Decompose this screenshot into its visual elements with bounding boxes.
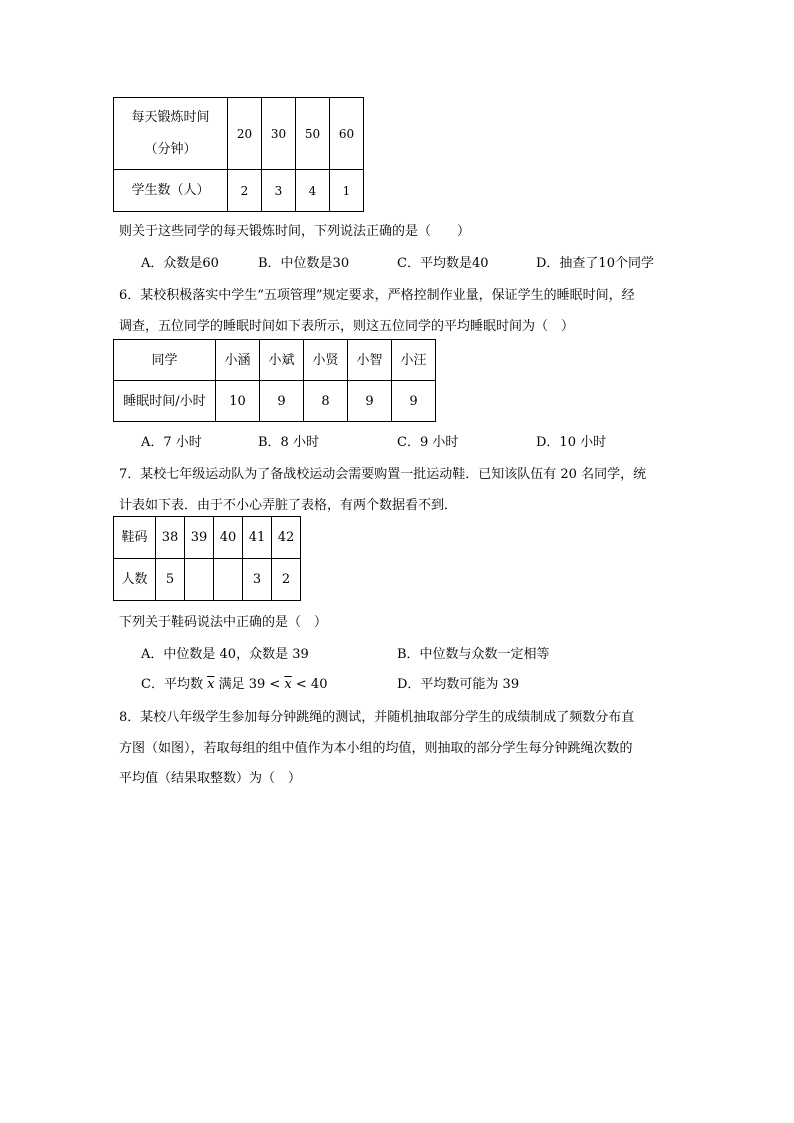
table-row [114, 517, 301, 559]
table-row [114, 381, 436, 422]
question-7-line-2: 计表如下表．由于不小心弄脏了表格，有两个数据看不到． [119, 498, 458, 513]
table-cell: 39 [185, 517, 214, 559]
table-cell: 42 [272, 517, 301, 559]
question-6-line-2: 调查，五位同学的睡眠时间如下表所示，则这五位同学的平均睡眠时间为（ ） [119, 319, 575, 334]
table-cell: 2 [272, 559, 301, 601]
table-cell: 38 [156, 517, 185, 559]
mean-symbol: $\overline{x}$ [284, 677, 292, 692]
table-header-cell: 学生数（人） [114, 170, 228, 212]
header-line: （分钟） [144, 141, 197, 157]
table-cell: 20 [228, 98, 262, 170]
table-cell: 5 [156, 559, 185, 601]
table-cell: 4 [296, 170, 330, 212]
option-c: C．9 小时 [397, 435, 459, 450]
table-row [114, 98, 364, 170]
table-cell: 3 [243, 559, 272, 601]
table-cell: 2 [228, 170, 262, 212]
option-d: D．平均数可能为 39 [397, 677, 520, 692]
option-b: B．中位数与众数一定相等 [397, 647, 550, 662]
question-6-line-1: 6．某校积极落实中学生“五项管理”规定要求，严格控制作业量，保证学生的睡眠时间，经 [119, 288, 635, 303]
option-c [141, 673, 327, 692]
table-cell: 41 [243, 517, 272, 559]
option-c-mid: 满足 39 < [218, 677, 281, 692]
mean-symbol: $\overline{x}$ [207, 677, 215, 692]
table-cell: 30 [262, 98, 296, 170]
table-cell: 1 [330, 170, 364, 212]
table-cell: 小斌 [260, 340, 304, 381]
table-cell [214, 559, 243, 601]
table-header-cell: 人数 [114, 559, 156, 601]
sleep-time-table [113, 339, 436, 422]
table-cell: 50 [296, 98, 330, 170]
exercise-time-table [113, 97, 364, 212]
table-cell: 40 [214, 517, 243, 559]
table-cell: 3 [262, 170, 296, 212]
option-d: D．抽查了10个同学 [536, 256, 654, 271]
table-cell: 9 [348, 381, 392, 422]
shoe-size-table [113, 516, 301, 601]
option-c-suffix: < 40 [295, 677, 328, 692]
table-row [114, 170, 364, 212]
table-header-cell: 鞋码 [114, 517, 156, 559]
table-cell: 小涵 [216, 340, 260, 381]
table-cell: 小贤 [304, 340, 348, 381]
option-b: B．8 小时 [258, 435, 319, 450]
option-c-prefix: C．平均数 [141, 677, 203, 692]
question-8-line-3: 平均值（结果取整数）为（ ） [119, 771, 302, 786]
header-line: 每天锻炼时间 [131, 109, 210, 125]
table-cell: 60 [330, 98, 364, 170]
option-d: D．10 小时 [536, 435, 607, 450]
option-c: C．平均数是40 [397, 256, 489, 271]
table-cell: 小汪 [392, 340, 436, 381]
question-text: 则关于这些同学的每天锻炼时间，下列说法正确的是（ ） [119, 224, 471, 239]
question-7-line-1: 7．某校七年级运动队为了备战校运动会需要购置一批运动鞋．已知该队伍有 20 名同学，统 [119, 467, 647, 482]
option-a: A．中位数是 40，众数是 39 [141, 647, 309, 662]
table-cell: 10 [216, 381, 260, 422]
table-cell [185, 559, 214, 601]
option-b: B．中位数是30 [258, 256, 350, 271]
option-a: A．7 小时 [141, 435, 202, 450]
table-header-cell: 同学 [114, 340, 216, 381]
question-text: 下列关于鞋码说法中正确的是（ ） [119, 615, 328, 630]
table-row [114, 559, 301, 601]
option-a: A．众数是60 [141, 256, 219, 271]
table-header-cell [114, 98, 228, 170]
table-cell: 8 [304, 381, 348, 422]
question-8-line-1: 8．某校八年级学生参加每分钟跳绳的测试，并随机抽取部分学生的成绩制成了频数分布直 [119, 710, 635, 725]
question-8-line-2: 方图（如图），若取每组的组中值作为本小组的均值，则抽取的部分学生每分钟跳绳次数的 [119, 741, 633, 756]
table-row [114, 340, 436, 381]
table-cell: 小智 [348, 340, 392, 381]
table-cell: 9 [392, 381, 436, 422]
table-header-cell: 睡眠时间/小时 [114, 381, 216, 422]
table-cell: 9 [260, 381, 304, 422]
